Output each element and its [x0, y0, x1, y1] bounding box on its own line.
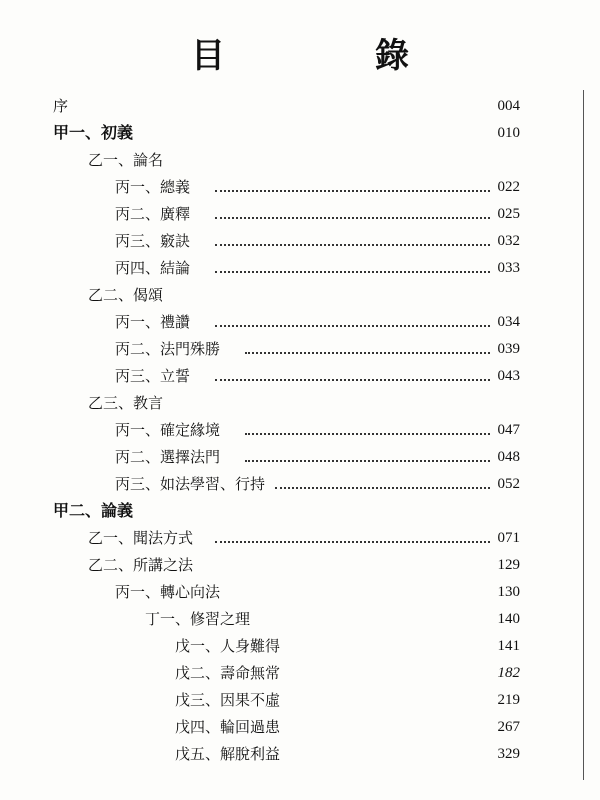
toc-entry-page: 043	[497, 368, 520, 384]
toc-entry[interactable]	[0, 714, 600, 740]
toc-entry-page: 048	[497, 449, 520, 465]
toc-entry-label: 丙二、廣釋	[115, 201, 194, 227]
leader-dots	[215, 379, 490, 381]
toc-entry-label: 乙三、教言	[88, 390, 167, 416]
toc-entry-label: 序	[53, 93, 72, 119]
toc-entry[interactable]	[0, 255, 600, 281]
toc-entry-label: 乙一、聞法方式	[88, 525, 197, 551]
toc-entry[interactable]	[0, 660, 600, 686]
toc-entry-label: 丙三、竅訣	[115, 228, 194, 254]
toc-entry[interactable]	[0, 687, 600, 713]
toc-entry-label: 乙一、論名	[88, 147, 167, 173]
leader-dots	[245, 352, 490, 354]
toc-entry-page: 141	[497, 638, 520, 654]
toc-entry-page: 130	[497, 584, 520, 600]
toc-entry-page: 004	[497, 98, 520, 114]
toc-entry-label: 丙一、總義	[115, 174, 194, 200]
toc-entry-page: 071	[497, 530, 520, 546]
toc-entry-label: 乙二、偈頌	[88, 282, 167, 308]
toc-entry-preface[interactable]	[0, 93, 600, 119]
toc-entry-label: 丙二、法門殊勝	[115, 336, 224, 362]
toc-entry-page: 025	[497, 206, 520, 222]
toc-entry[interactable]	[0, 579, 600, 605]
toc-entry-page: 032	[497, 233, 520, 249]
toc-entry-page: 010	[497, 125, 520, 141]
leader-dots	[245, 433, 490, 435]
toc-entry[interactable]	[0, 633, 600, 659]
toc-entry-page: 034	[497, 314, 520, 330]
toc-entry-page: 140	[497, 611, 520, 627]
toc-entry[interactable]	[0, 606, 600, 632]
toc-entry[interactable]	[0, 228, 600, 254]
toc-entry-label: 戊四、輪回過患	[175, 714, 284, 740]
toc-entry-subsection[interactable]	[0, 390, 600, 416]
toc-entry-label: 丙一、確定緣境	[115, 417, 224, 443]
toc-entry-label: 戊五、解脫利益	[175, 741, 284, 767]
toc-entry-label: 丙四、結論	[115, 255, 194, 281]
toc-entry-label: 丙一、轉心向法	[115, 579, 224, 605]
toc-entry-label: 戊二、壽命無常	[175, 660, 284, 686]
leader-dots	[245, 460, 490, 462]
toc-entry-subsection[interactable]	[0, 147, 600, 173]
toc-entry[interactable]	[0, 525, 600, 551]
toc-entry[interactable]	[0, 417, 600, 443]
leader-dots	[215, 325, 490, 327]
leader-dots	[215, 244, 490, 246]
toc-entry-label: 丁一、修習之理	[145, 606, 254, 632]
leader-dots	[215, 541, 490, 543]
leader-dots	[275, 487, 490, 489]
toc-entry[interactable]	[0, 552, 600, 578]
toc-entry-label: 丙三、立誓	[115, 363, 194, 389]
toc-entry-label: 丙三、如法學習、行持	[115, 471, 269, 497]
toc-entry-label: 丙一、禮讚	[115, 309, 194, 335]
leader-dots	[215, 217, 490, 219]
leader-dots	[215, 271, 490, 273]
toc-entry-label: 甲二、論義	[53, 498, 137, 524]
toc-entry-page: 052	[497, 476, 520, 492]
toc-entry[interactable]	[0, 741, 600, 767]
toc-entry-page: 267	[497, 719, 520, 735]
toc-entry[interactable]	[0, 336, 600, 362]
toc-entry-label: 戊一、人身難得	[175, 633, 284, 659]
toc-entry-page: 129	[497, 557, 520, 573]
toc-entry-section[interactable]	[0, 120, 600, 146]
toc-entry-page: 033	[497, 260, 520, 276]
toc-entry-page: 182	[497, 665, 520, 681]
toc-entry[interactable]	[0, 444, 600, 470]
toc-entry-section[interactable]	[0, 498, 600, 524]
toc-entry-page: 219	[497, 692, 520, 708]
toc-entry-page: 039	[497, 341, 520, 357]
leader-dots	[215, 190, 490, 192]
toc-entry-page: 047	[497, 422, 520, 438]
toc-entry-label: 乙二、所講之法	[88, 552, 197, 578]
toc-entry[interactable]	[0, 201, 600, 227]
toc-entry[interactable]	[0, 363, 600, 389]
toc-entry-page: 022	[497, 179, 520, 195]
toc-entry-label: 甲一、初義	[53, 120, 137, 146]
toc-entry[interactable]	[0, 471, 600, 497]
toc-entry[interactable]	[0, 309, 600, 335]
toc-entry-label: 戊三、因果不虛	[175, 687, 284, 713]
toc-entry-label: 丙二、選擇法門	[115, 444, 224, 470]
toc-entry[interactable]	[0, 174, 600, 200]
page-title: 目 錄	[191, 36, 467, 76]
toc-entry-subsection[interactable]	[0, 282, 600, 308]
toc-entry-page: 329	[497, 746, 520, 762]
